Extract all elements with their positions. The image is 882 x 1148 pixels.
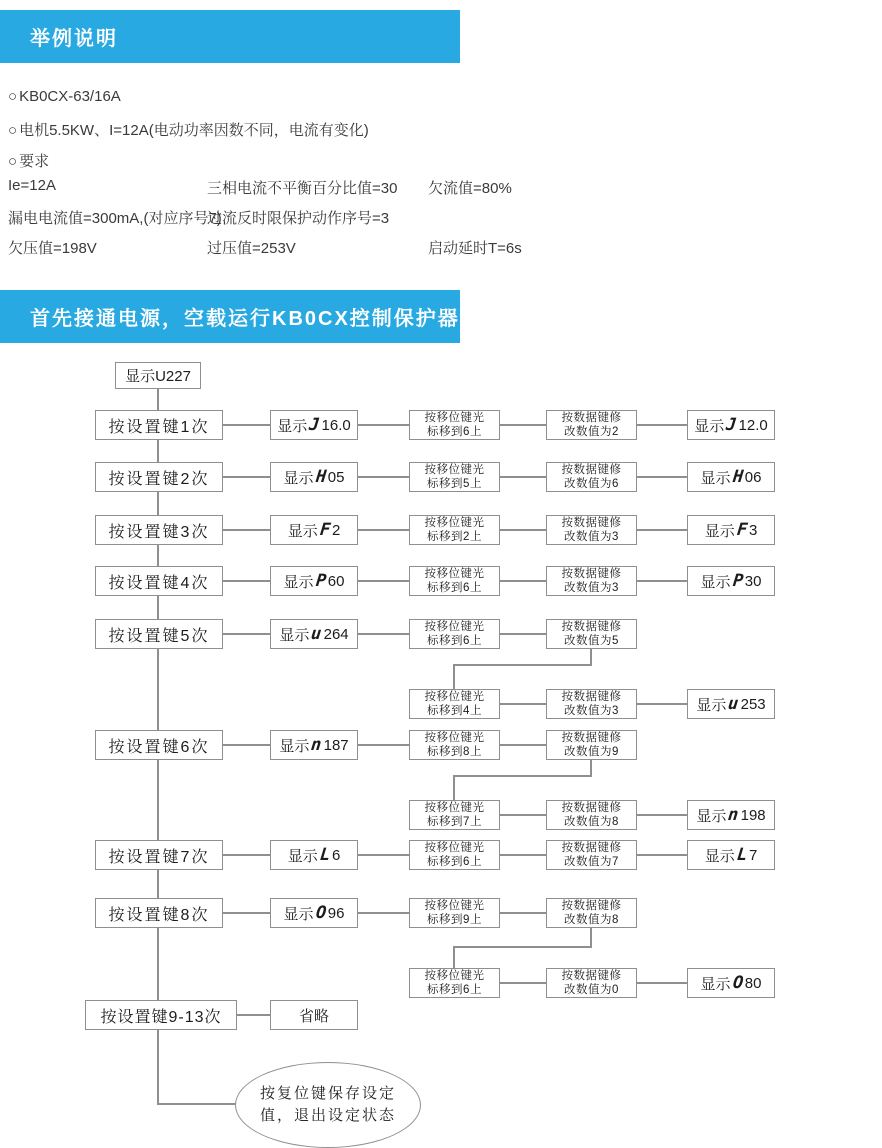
flow-display-box-8	[270, 898, 358, 928]
data-line: 按数据键修	[561, 731, 622, 744]
shift-line: 按移位键光	[424, 411, 485, 424]
display-label: 显示	[704, 847, 735, 865]
connector	[500, 982, 546, 984]
display-label: 显示	[696, 696, 727, 714]
seg-glyph: L	[318, 845, 332, 865]
shift-line: 标移到6上	[427, 426, 482, 438]
flow-result-box-5b	[687, 689, 775, 719]
connector	[637, 703, 687, 705]
shift-line: 按移位键光	[424, 801, 485, 814]
flow-display-box-7	[270, 840, 358, 870]
flow-data-box-1	[546, 410, 637, 440]
flow-shift-box-5b	[409, 689, 500, 719]
shift-line: 标移到4上	[427, 705, 482, 717]
seg-glyph: P	[314, 571, 327, 591]
flow-data-box-6	[546, 730, 637, 760]
section-header-procedure-label: 首先接通电源，空载运行KB0CX控制保护器	[30, 308, 460, 330]
flow-shift-box-1	[409, 410, 500, 440]
connector	[500, 580, 546, 582]
shift-line: 按移位键光	[424, 690, 485, 703]
shift-line: 按移位键光	[424, 969, 485, 982]
display-label: 显示	[696, 807, 727, 825]
spec-value-leakage: 漏电电流值=300mA,(对应序号7)	[8, 210, 222, 227]
flow-data-box-8b	[546, 968, 637, 998]
flow-display-box-4	[270, 566, 358, 596]
connector	[223, 580, 270, 582]
connector	[637, 424, 687, 426]
flow-step-box-8: 按设置键8次	[95, 898, 223, 928]
connector	[358, 529, 409, 531]
connector	[223, 529, 270, 531]
flow-result-box-3	[687, 515, 775, 545]
flow-shift-box-2	[409, 462, 500, 492]
connector-elbow	[453, 775, 592, 777]
flow-step-box-5: 按设置键5次	[95, 619, 223, 649]
flow-step-box-9-13: 按设置键9-13次	[85, 1000, 237, 1030]
flow-data-box-8	[546, 898, 637, 928]
display-value: 12.0	[738, 416, 768, 434]
display-value: 60	[327, 572, 345, 590]
flow-display-box-6	[270, 730, 358, 760]
end-line: 按复位键保存设定	[259, 1084, 396, 1102]
shift-line: 按移位键光	[424, 841, 485, 854]
circle-bullet-icon: ○	[8, 153, 18, 170]
connector	[237, 1014, 270, 1016]
seg-glyph: F	[318, 520, 332, 540]
data-line: 改数值为6	[564, 478, 619, 490]
spec-value-undervoltage: 欠压值=198V	[8, 240, 97, 257]
connector	[358, 912, 409, 914]
flow-display-box-2	[270, 462, 358, 492]
display-label: 显示	[704, 522, 735, 540]
flow-data-box-6b	[546, 800, 637, 830]
flow-result-box-4	[687, 566, 775, 596]
shift-line: 标移到9上	[427, 914, 482, 926]
shift-line: 按移位键光	[424, 567, 485, 580]
connector	[500, 476, 546, 478]
seg-glyph: J	[308, 415, 321, 435]
flow-step-box-1: 按设置键1次	[95, 410, 223, 440]
seg-glyph: L	[735, 845, 749, 865]
display-label: 显示	[700, 573, 731, 591]
display-label: 显示	[279, 737, 310, 755]
flow-display-box-5	[270, 619, 358, 649]
seg-glyph: O	[731, 973, 744, 993]
flow-step-box-7: 按设置键7次	[95, 840, 223, 870]
display-value: 187	[323, 736, 349, 754]
flow-end-ellipse	[235, 1062, 421, 1148]
shift-line: 按移位键光	[424, 731, 485, 744]
data-line: 按数据键修	[561, 690, 622, 703]
flow-data-box-5	[546, 619, 637, 649]
bullet-text: 电机5.5KW、I=12A(电动功率因数不同，电流有变化)	[19, 122, 369, 139]
shift-line: 标移到6上	[427, 856, 482, 868]
connector	[500, 814, 546, 816]
display-label: 显示	[279, 626, 310, 644]
connector	[223, 912, 270, 914]
flow-data-box-4	[546, 566, 637, 596]
connector	[500, 529, 546, 531]
display-label: 显示	[700, 975, 731, 993]
connector-elbow	[453, 775, 455, 800]
shift-line: 按移位键光	[424, 463, 485, 476]
flow-shift-box-7	[409, 840, 500, 870]
spec-value-overcurrent-seq: 过流反时限保护动作序号=3	[207, 210, 390, 227]
connector	[500, 912, 546, 914]
flow-shift-box-8	[409, 898, 500, 928]
display-value: 30	[744, 572, 762, 590]
connector	[637, 854, 687, 856]
seg-glyph: H	[731, 467, 744, 487]
data-line: 按数据键修	[561, 620, 622, 633]
connector-to-ellipse	[157, 1103, 236, 1105]
shift-line: 标移到8上	[427, 746, 482, 758]
display-label: 显示	[700, 469, 731, 487]
shift-line: 标移到7上	[427, 816, 482, 828]
circle-bullet-icon: ○	[8, 88, 18, 105]
display-value: 3	[748, 521, 758, 539]
flow-result-box-2	[687, 462, 775, 492]
connector-elbow	[453, 664, 455, 689]
data-line: 改数值为5	[564, 635, 619, 647]
connector	[358, 580, 409, 582]
connector	[223, 476, 270, 478]
connector	[637, 529, 687, 531]
shift-line: 按移位键光	[424, 620, 485, 633]
seg-glyph: F	[735, 520, 749, 540]
connector	[637, 982, 687, 984]
connector	[358, 424, 409, 426]
data-line: 按数据键修	[561, 516, 622, 529]
data-line: 改数值为7	[564, 856, 619, 868]
shift-line: 标移到2上	[427, 531, 482, 543]
bullet-item-requirement	[8, 150, 49, 171]
data-line: 按数据键修	[561, 463, 622, 476]
display-label: 显示	[287, 522, 318, 540]
data-line: 改数值为8	[564, 816, 619, 828]
flow-data-box-2	[546, 462, 637, 492]
data-line: 按数据键修	[561, 899, 622, 912]
flow-shift-box-6b	[409, 800, 500, 830]
data-line: 改数值为3	[564, 531, 619, 543]
connector	[223, 424, 270, 426]
connector-elbow	[453, 664, 592, 666]
display-value: 7	[748, 846, 758, 864]
seg-glyph: u	[310, 624, 323, 644]
spec-value-overvoltage: 过压值=253V	[207, 240, 296, 257]
display-label: 显示	[277, 417, 308, 435]
display-value: 80	[744, 974, 762, 992]
bullet-item-model	[8, 88, 121, 105]
display-label: 显示	[283, 573, 314, 591]
flow-shift-box-8b	[409, 968, 500, 998]
connector	[358, 854, 409, 856]
connector	[500, 854, 546, 856]
flow-step-box-2: 按设置键2次	[95, 462, 223, 492]
flow-result-box-8b	[687, 968, 775, 998]
section-header-procedure	[0, 290, 460, 343]
flow-data-box-5b	[546, 689, 637, 719]
data-line: 改数值为8	[564, 914, 619, 926]
display-value: 05	[327, 468, 345, 486]
data-line: 改数值为0	[564, 984, 619, 996]
display-value: 6	[331, 846, 341, 864]
data-line: 按数据键修	[561, 841, 622, 854]
data-line: 按数据键修	[561, 411, 622, 424]
display-value: 2	[331, 521, 341, 539]
flow-result-box-7	[687, 840, 775, 870]
seg-glyph: H	[314, 467, 327, 487]
connector	[358, 633, 409, 635]
display-value: 16.0	[321, 416, 351, 434]
section-header-example	[0, 10, 460, 63]
flow-result-box-1	[687, 410, 775, 440]
seg-glyph: n	[310, 735, 323, 755]
connector	[500, 633, 546, 635]
display-value: 264	[323, 625, 349, 643]
data-line: 按数据键修	[561, 567, 622, 580]
flow-shift-box-3	[409, 515, 500, 545]
bullet-text: 要求	[19, 153, 50, 170]
flow-result-box-6b	[687, 800, 775, 830]
flow-display-box-1	[270, 410, 358, 440]
display-value: 253	[740, 695, 766, 713]
flow-step-box-4: 按设置键4次	[95, 566, 223, 596]
connector	[223, 744, 270, 746]
flow-shift-box-4	[409, 566, 500, 596]
flow-step-box-3: 按设置键3次	[95, 515, 223, 545]
data-line: 改数值为2	[564, 426, 619, 438]
connector-elbow	[590, 928, 592, 948]
bullet-text: KB0CX-63/16A	[19, 88, 121, 105]
flow-shift-box-5	[409, 619, 500, 649]
flow-step-box-6: 按设置键6次	[95, 730, 223, 760]
data-line: 改数值为3	[564, 582, 619, 594]
display-value: 198	[740, 806, 766, 824]
connector	[500, 744, 546, 746]
spec-value-unbalance: 三相电流不平衡百分比值=30	[207, 180, 398, 197]
display-label: 显示	[283, 469, 314, 487]
shift-line: 标移到6上	[427, 984, 482, 996]
flow-display-box-3	[270, 515, 358, 545]
seg-glyph: O	[314, 903, 327, 923]
data-line: 按数据键修	[561, 969, 622, 982]
flow-shift-box-6	[409, 730, 500, 760]
display-value: 06	[744, 468, 762, 486]
data-line: 改数值为3	[564, 705, 619, 717]
spec-value-start-delay: 启动延时T=6s	[428, 240, 522, 257]
shift-line: 按移位键光	[424, 899, 485, 912]
display-value: 96	[327, 904, 345, 922]
spec-value-ie: Ie=12A	[8, 177, 56, 194]
display-label: 显示	[694, 417, 725, 435]
connector	[637, 476, 687, 478]
connector	[500, 703, 546, 705]
connector	[637, 580, 687, 582]
spec-value-undercurrent: 欠流值=80%	[428, 180, 512, 197]
flow-skip-box: 省略	[270, 1000, 358, 1030]
display-label: 显示	[287, 847, 318, 865]
shift-line: 标移到5上	[427, 478, 482, 490]
flow-data-box-7	[546, 840, 637, 870]
connector	[637, 814, 687, 816]
connector	[223, 854, 270, 856]
section-header-example-label: 举例说明	[30, 28, 118, 50]
seg-glyph: n	[727, 805, 740, 825]
flow-data-box-3	[546, 515, 637, 545]
connector	[358, 476, 409, 478]
data-line: 改数值为9	[564, 746, 619, 758]
circle-bullet-icon: ○	[8, 122, 18, 139]
shift-line: 按移位键光	[424, 516, 485, 529]
connector-elbow	[453, 946, 592, 948]
seg-glyph: u	[727, 694, 740, 714]
end-line: 值，退出设定状态	[259, 1107, 396, 1124]
shift-line: 标移到6上	[427, 582, 482, 594]
data-line: 按数据键修	[561, 801, 622, 814]
seg-glyph: J	[725, 415, 738, 435]
connector-elbow	[453, 946, 455, 968]
flow-start-box: 显示U227	[115, 362, 201, 389]
seg-glyph: P	[731, 571, 744, 591]
display-label: 显示	[283, 905, 314, 923]
connector	[358, 744, 409, 746]
bullet-item-motor	[8, 119, 369, 140]
shift-line: 标移到6上	[427, 635, 482, 647]
connector	[223, 633, 270, 635]
connector	[500, 424, 546, 426]
